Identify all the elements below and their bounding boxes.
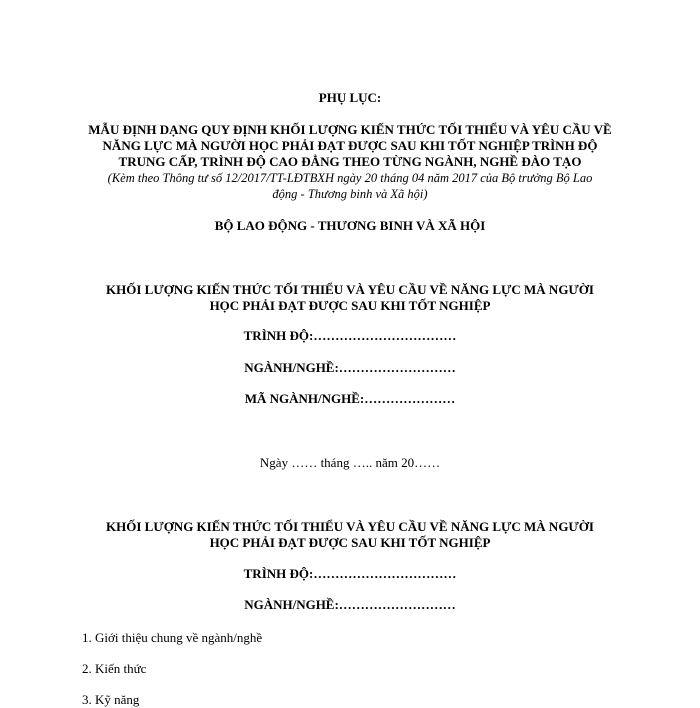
content-major-field: NGÀNH/NGHỀ:……………………… [244, 597, 456, 612]
cover-level-field: TRÌNH ĐỘ:…………………………… [243, 328, 457, 343]
content-title-line-1: KHỐI LƯỢNG KIẾN THỨC TỐI THIỂU VÀ YÊU CẦU VỀ NĂNG LỰC MÀ NGƯỜI [106, 519, 594, 534]
cover-major-field: NGÀNH/NGHỀ:……………………… [244, 360, 456, 375]
cover-title-line-2: HỌC PHẢI ĐẠT ĐƯỢC SAU KHI TỐT NGHIỆP [209, 298, 491, 313]
content-level-field: TRÌNH ĐỘ:…………………………… [243, 566, 457, 581]
content-title-line-2: HỌC PHẢI ĐẠT ĐƯỢC SAU KHI TỐT NGHIỆP [209, 535, 491, 550]
form-title-line-1: MẪU ĐỊNH DẠNG QUY ĐỊNH KHỐI LƯỢNG KIẾN THỨC TỐI THIỂU VÀ YÊU CẦU VỀ [88, 122, 612, 137]
section-item-1: 1. Giới thiệu chung về ngành/nghề [82, 630, 263, 645]
cover-title-line-1: KHỐI LƯỢNG KIẾN THỨC TỐI THIỂU VÀ YÊU CẦU VỀ NĂNG LỰC MÀ NGƯỜI [106, 282, 594, 297]
reference-line-1: (Kèm theo Thông tư số 12/2017/TT-LĐTBXH ngày 20 tháng 04 năm 2017 của Bộ trưởng Bộ Lao [107, 171, 593, 185]
section-item-3: 3. Kỹ năng [82, 692, 140, 707]
ministry-name: BỘ LAO ĐỘNG - THƯƠNG BINH VÀ XÃ HỘI [214, 218, 486, 233]
cover-major-code-field: MÃ NGÀNH/NGHỀ:………………… [244, 391, 456, 406]
form-title-line-3: TRUNG CẤP, TRÌNH ĐỘ CAO ĐẲNG THEO TỪNG NGÀNH, NGHỀ ĐÀO TẠO [118, 154, 582, 169]
reference-line-2: động - Thương binh và Xã hội) [272, 187, 428, 201]
cover-date: Ngày …… tháng ….. năm 20…… [259, 455, 441, 470]
form-title-line-2: NĂNG LỰC MÀ NGƯỜI HỌC PHẢI ĐẠT ĐƯỢC SAU KHI TỐT NGHIỆP TRÌNH ĐỘ [102, 138, 598, 153]
section-item-2: 2. Kiến thức [82, 661, 147, 676]
appendix-label: PHỤ LỤC: [318, 90, 382, 105]
